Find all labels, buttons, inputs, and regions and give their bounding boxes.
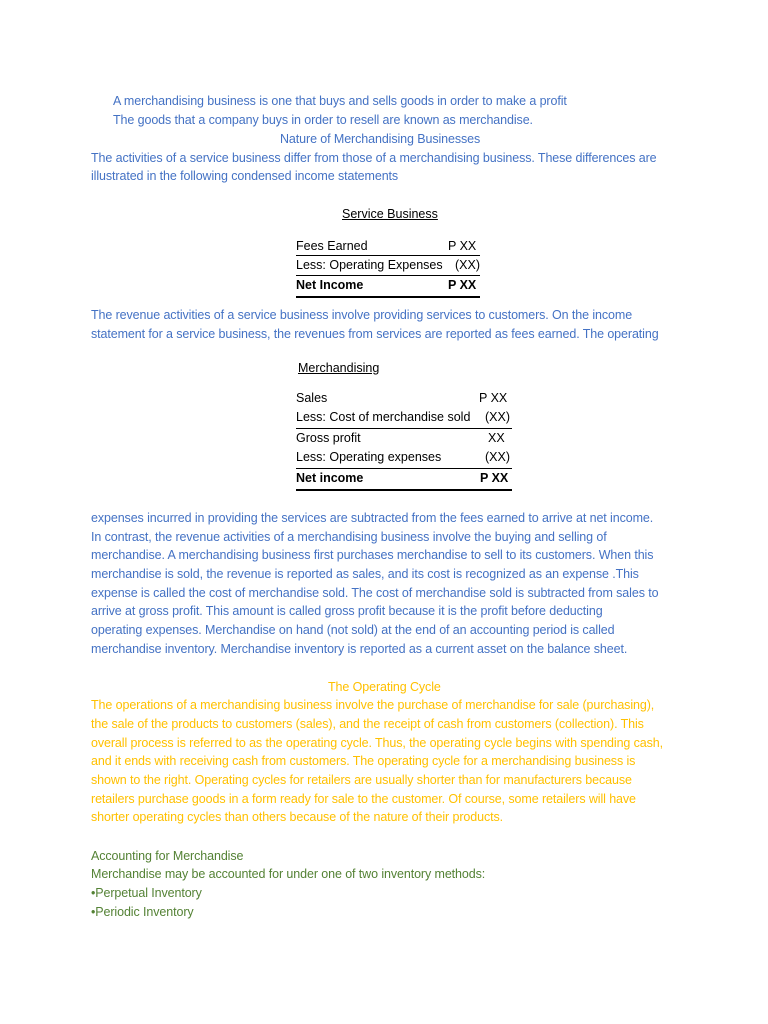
paragraph-line: arrive at gross profit. This amount is called gross profit because it is the profit before deducting [91, 604, 603, 618]
row-label: Sales [296, 391, 328, 405]
row-value: P XX [480, 471, 509, 485]
row-value: (XX) [485, 410, 510, 424]
row-label: Less: Cost of merchandise sold [296, 410, 471, 424]
row-label: Less: Operating expenses [296, 450, 442, 464]
paragraph-line: the sale of the products to customers (sales), and the receipt of cash from customers (collection). This [91, 717, 644, 731]
paragraph-line: illustrated in the following condensed income statements [91, 169, 399, 183]
paragraph-line: In contrast, the revenue activities of a merchandising business involve the buying and selling of [91, 530, 607, 544]
row-value: XX [488, 431, 505, 445]
paragraph-line: merchandise inventory. Merchandise inventory is reported as a current asset on the balance sheet. [91, 642, 628, 656]
service-income-table [296, 236, 480, 300]
paragraph-line: overall process is referred to as the operating cycle. Thus, the operating cycle begins with spending cash, [91, 736, 664, 750]
paragraph-line: retailers purchase goods in a form ready for sale to the customer. Of course, some retailers will have [91, 792, 636, 806]
row-value: (XX) [485, 450, 510, 464]
row-value: P XX [448, 239, 477, 253]
section-heading-operating-cycle: The Operating Cycle [328, 680, 441, 694]
paragraph-line: statement for a service business, the revenues from services are reported as fees earned. The operating [91, 327, 659, 341]
paragraph-line: shorter operating cycles than others because of the nature of their products. [91, 810, 503, 824]
paragraph-line: expense is called the cost of merchandise sold. The cost of merchandise sold is subtracted from sales to [91, 586, 659, 600]
merch-income-table [296, 388, 512, 492]
paragraph-line: and it ends with receiving cash from customers. The operating cycle for a merchandising business is [91, 754, 636, 768]
section-heading-accounting: Accounting for Merchandise [91, 849, 244, 863]
paragraph-line: expenses incurred in providing the services are subtracted from the fees earned to arrive at net income. [91, 511, 654, 525]
paragraph-line: The revenue activities of a service business involve providing services to customers. On the income [91, 308, 633, 322]
intro-line-1: A merchandising business is one that buys and sells goods in order to make a profit [113, 94, 567, 108]
row-label: Net income [296, 471, 364, 485]
row-value: P XX [448, 278, 477, 292]
row-label: Gross profit [296, 431, 361, 445]
table-divider [296, 489, 512, 491]
paragraph-line: shown to the right. Operating cycles for retailers are usually shorter than for manufacturers because [91, 773, 632, 787]
table-divider [296, 296, 480, 298]
paragraph-line: merchandise. A merchandising business first purchases merchandise to sell to its customers. When this [91, 548, 654, 562]
list-item: •Perpetual Inventory [91, 886, 202, 900]
row-value: P XX [479, 391, 508, 405]
paragraph-line: The operations of a merchandising business involve the purchase of merchandise for sale (purchasing), [91, 698, 655, 712]
paragraph-line: merchandise is sold, the revenue is reported as sales, and its cost is recognized as an expense .This [91, 567, 639, 581]
merch-table-title: Merchandising [298, 361, 380, 375]
row-label: Fees Earned [296, 239, 368, 253]
service-table-title: Service Business [342, 207, 438, 221]
list-item: •Periodic Inventory [91, 905, 194, 919]
section-heading-nature: Nature of Merchandising Businesses [280, 132, 481, 146]
paragraph-line: operating expenses. Merchandise on hand (not sold) at the end of an accounting period is called [91, 623, 615, 637]
row-value: (XX) [455, 258, 480, 272]
paragraph-line: Merchandise may be accounted for under one of two inventory methods: [91, 867, 486, 881]
intro-line-2: The goods that a company buys in order to resell are known as merchandise. [113, 113, 533, 127]
row-label: Less: Operating Expenses [296, 258, 443, 272]
paragraph-line: The activities of a service business differ from those of a merchandising business. These differences are [91, 151, 657, 165]
row-label: Net Income [296, 278, 364, 292]
